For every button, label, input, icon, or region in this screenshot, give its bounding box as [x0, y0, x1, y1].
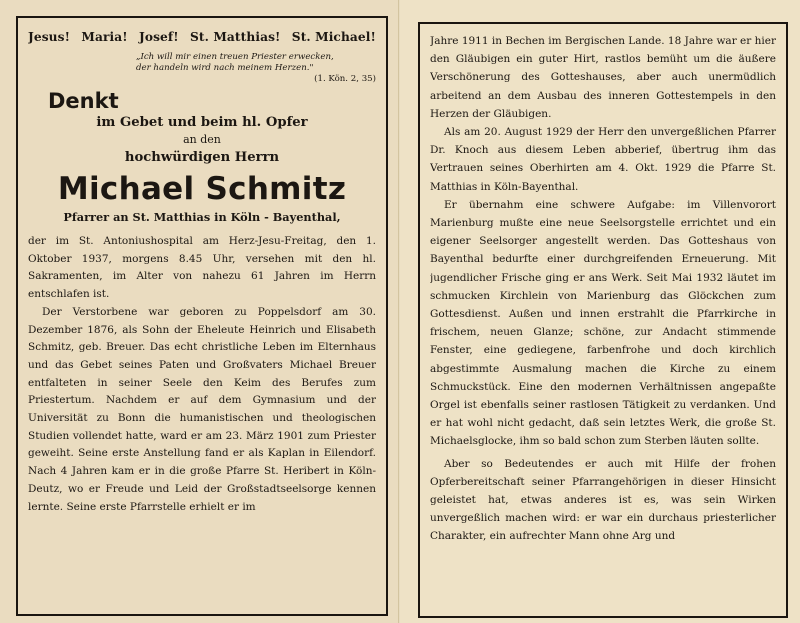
- right-page: [400, 0, 800, 623]
- deceased-name: Michael Schmitz: [57, 171, 347, 207]
- invocation: Jesus!: [28, 30, 71, 44]
- invocation-line: [28, 30, 376, 44]
- deceased-title: Pfarrer an St. Matthias in Köln - Bayenthal,: [63, 210, 341, 224]
- paragraph: Aber so Bedeutendes er auch mit Hilfe der frohen Opferbereitschaft seiner Pfarrangehörigen in dieser Hinsicht geleistet hat, etwas anderes ist es, was sein Wirken unvergeßlich machen wird: er war ein durchaus priesterlicher Charakter, ein aufrechter Mann ohne Arg und: [430, 457, 776, 543]
- invocation: St. Matthias!: [190, 30, 281, 44]
- paragraph: Der Verstorbene war geboren zu Poppelsdorf am 30. Dezember 1876, als Sohn der Eheleute Heinrich und Elisabeth Schmitz, geb. Breuer. Das echt christliche Leben im Elternhaus und das Gebet seines Paten und Großvaters Michael Breuer entfalteten in seiner Seele den Keim des Berufes zum Priestertum. Nachdem er auf dem Gymnasium und der Universität zu Bonn die humanistischen und theologischen Studien vollendet hatte, ward er am 23. März 1901 zum Priester geweiht. Seine erste Anstellung fand er als Kaplan in Eilendorf. Nach 4 Jahren kam er in die große Pfarre St. Heribert in Köln-Deutz, wo er Freude und Leid der Großstadtseelsorge kennen lernte. Seine erste Pfarrstelle erhielt er im: [28, 305, 376, 513]
- invocation: St. Michael!: [291, 30, 376, 44]
- biography-right: [430, 32, 776, 546]
- paragraph: Als am 20. August 1929 der Herr den unvergeßlichen Pfarrer Dr. Knoch aus diesem Leben abberief, übertrug ihm das Vertrauen seines Oberhirten am 4. Okt. 1929 die Pfarre St. Matthias in Köln-Bayenthal.: [430, 126, 776, 193]
- paragraph: Er übernahm eine schwere Aufgabe: im Villenvorort Marienburg mußte eine neue Seelsorgstelle errichtet und ein eigener Seelsorger angestellt werden. Das Gotteshaus von Bayenthal bedurfte einer durchgreifenden Erneuerung. Mit jugendlicher Frische ging er ans Werk. Seit Mai 1932 läutet im schmucken Kirchlein von Marienburg das Glöckchen zum Gottesdienst. Außen und innen erstrahlt die Pfarrkirche in frischem, neuen Glanze; schöne, zur Andacht stimmende Fenster, eine gediegene, farbenfrohe und doch kirchlich abgestimmte Ausmalung machen die Kirche zu einem Schmuckstück. Eine den modernen Verhältnissen angepaßte Orgel ist ebenfalls seiner rastlosen Tätigkeit zu verdanken. Und er hat wohl nicht gedacht, daß sein letztes Werk, die große St. Michaelsglocke, ihm so bald schon zum Sterben läuten sollte.: [430, 198, 776, 448]
- quote-line: der handeln wird nach meinem Herzen.": [136, 63, 314, 73]
- right-page-content: [430, 32, 776, 612]
- biography-left: [28, 233, 376, 516]
- prayer-line: im Gebet und beim hl. Opfer: [96, 115, 308, 130]
- quote-line: „Ich will mir einen treuen Priester erwecken,: [136, 52, 334, 62]
- quote-reference: (1. Kön. 2, 35): [314, 74, 376, 84]
- left-page-content: [28, 26, 376, 610]
- paragraph: Jahre 1911 in Bechen im Bergischen Lande. 18 Jahre war er hier den Gläubigen ein guter Hirt, rastlos bemüht um die äußere Verschönerung des Gotteshauses, aber auch unermüdlich arbeitend an dem Ausbau des inneren Gottestempels in den Herzen der Gläubigen.: [430, 35, 776, 120]
- heading-denkt: Denkt: [48, 89, 119, 113]
- invocation: Josef!: [138, 30, 179, 44]
- invocation: Maria!: [81, 30, 128, 44]
- honorific-line: hochwürdigen Herrn: [124, 150, 280, 165]
- prayer-line-an-den: an den: [183, 133, 221, 146]
- scripture-quote: [136, 52, 376, 85]
- left-page-border: [16, 16, 388, 616]
- paragraph: der im St. Antoniushospital am Herz-Jesu-Freitag, den 1. Oktober 1937, morgens 8.45 Uhr, versehen mit den hl. Sakramenten, im Alter von nahezu 61 Jahren im Herrn entschlafen ist.: [28, 235, 376, 301]
- right-page-border: [418, 22, 788, 618]
